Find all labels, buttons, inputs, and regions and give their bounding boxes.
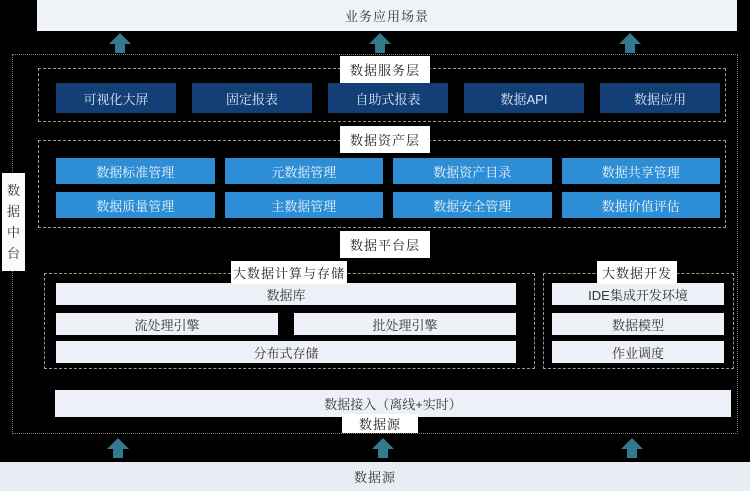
service-item-data-app: 数据应用 bbox=[600, 83, 720, 113]
datasource-banner bbox=[0, 462, 750, 491]
arrow-stem bbox=[627, 449, 637, 458]
asset-item-security-mgmt: 数据安全管理 bbox=[393, 192, 552, 218]
ide-env-bar: IDE集成开发环境 bbox=[552, 283, 724, 305]
arrow-stem bbox=[375, 44, 385, 53]
stream-engine-bar: 流处理引擎 bbox=[56, 313, 278, 335]
asset-item-asset-catalog: 数据资产目录 bbox=[393, 158, 552, 184]
compute-storage-title-label: 大数据计算与存储 bbox=[232, 266, 345, 281]
arrow-stem bbox=[625, 44, 635, 53]
engine-row bbox=[56, 313, 516, 335]
asset-item-master-data-mgmt: 主数据管理 bbox=[225, 192, 384, 218]
business-scenario-banner bbox=[37, 0, 737, 31]
asset-item-standard-mgmt: 数据标准管理 bbox=[56, 158, 215, 184]
arrow-stem bbox=[113, 449, 123, 458]
service-item-data-api: 数据API bbox=[464, 83, 584, 113]
up-arrow-icon bbox=[368, 33, 392, 53]
platform-layer-title-label: 数据平台层 bbox=[349, 238, 420, 253]
arrow-head bbox=[369, 33, 391, 44]
batch-engine-bar: 批处理引擎 bbox=[294, 313, 516, 335]
service-item-fixed-report: 固定报表 bbox=[192, 83, 312, 113]
asset-layer-title-label: 数据资产层 bbox=[349, 133, 420, 148]
up-arrow-icon bbox=[620, 438, 644, 458]
data-ingestion-bar: 数据接入（离线+实时） bbox=[55, 390, 731, 417]
platform-layer-title bbox=[340, 231, 430, 258]
arrow-head bbox=[372, 438, 394, 449]
data-model-bar: 数据模型 bbox=[552, 313, 724, 335]
datasource-banner-label: 数据源 bbox=[353, 470, 396, 485]
service-item-visual-screen: 可视化大屏 bbox=[56, 83, 176, 113]
arrow-stem bbox=[378, 449, 388, 458]
service-layer-title-label: 数据服务层 bbox=[349, 63, 420, 78]
datasource-tag-label: 数据源 bbox=[358, 417, 401, 432]
datasource-tag bbox=[342, 414, 418, 433]
bigdata-dev-title bbox=[597, 261, 677, 284]
compute-storage-title bbox=[231, 261, 347, 284]
service-layer-items bbox=[56, 83, 720, 113]
data-middle-platform-tag bbox=[2, 173, 25, 271]
asset-item-value-assessment: 数据价值评估 bbox=[562, 192, 721, 218]
arrow-head bbox=[619, 33, 641, 44]
asset-layer-row2 bbox=[56, 192, 720, 218]
asset-item-metadata-mgmt: 元数据管理 bbox=[225, 158, 384, 184]
arrow-head bbox=[621, 438, 643, 449]
asset-item-quality-mgmt: 数据质量管理 bbox=[56, 192, 215, 218]
arrow-head bbox=[107, 438, 129, 449]
data-middle-platform-tag-label: 数据中台 bbox=[6, 183, 20, 261]
up-arrow-icon bbox=[106, 438, 130, 458]
database-bar: 数据库 bbox=[56, 283, 516, 305]
up-arrow-icon bbox=[108, 33, 132, 53]
asset-layer-title bbox=[340, 126, 430, 153]
asset-layer-row1 bbox=[56, 158, 720, 184]
job-scheduling-bar: 作业调度 bbox=[552, 341, 724, 363]
arrow-head bbox=[109, 33, 131, 44]
service-layer-title bbox=[340, 56, 430, 83]
bigdata-dev-title-label: 大数据开发 bbox=[601, 266, 672, 281]
distributed-storage-bar: 分布式存储 bbox=[56, 341, 516, 363]
arrow-stem bbox=[115, 44, 125, 53]
up-arrow-icon bbox=[618, 33, 642, 53]
business-scenario-label: 业务应用场景 bbox=[344, 9, 429, 24]
service-item-selfservice-report: 自助式报表 bbox=[328, 83, 448, 113]
asset-item-sharing-mgmt: 数据共享管理 bbox=[562, 158, 721, 184]
up-arrow-icon bbox=[371, 438, 395, 458]
